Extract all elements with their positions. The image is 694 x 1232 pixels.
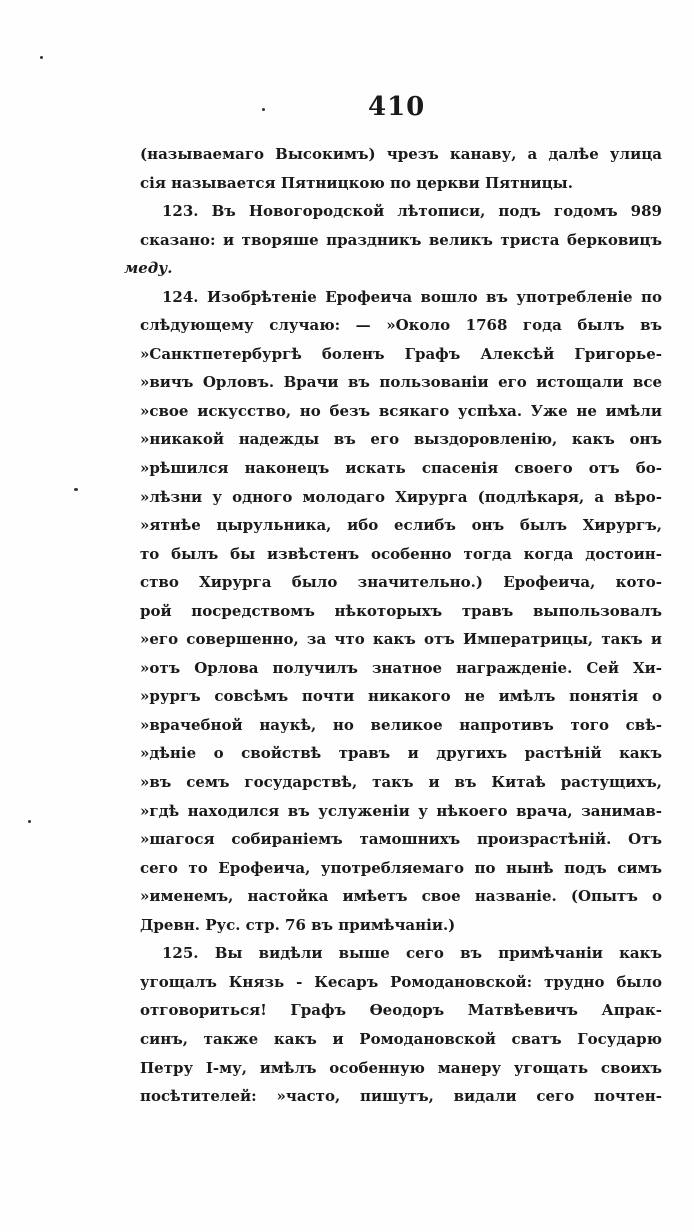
text-line: 124. Изобрѣтеніе Ерофеича вошло въ употребленіе по <box>162 287 662 306</box>
ink-speck <box>262 108 265 111</box>
text-line: слѣдующему случаю: — »Около 1768 года былъ въ <box>140 316 662 335</box>
text-line: »вичъ Орловъ. Врачи въ пользованіи его истощали все <box>140 373 662 392</box>
ink-speck <box>74 488 78 491</box>
text-line: посѣтителей: »часто, пишутъ, видали сего почтен- <box>140 1087 662 1106</box>
body-text <box>124 140 662 1111</box>
text-line: »рургъ совсѣмъ почти никакого не имѣлъ понятія о <box>140 687 662 706</box>
text-line: »его совершенно, за что какъ отъ Императрицы, такъ и <box>140 630 662 649</box>
text-line: »шагося собираніемъ тамошнихъ произрастѣній. Отъ <box>140 830 662 849</box>
text-line: »лѣзни у одного молодаго Хирурга (подлѣкаря, а вѣро- <box>140 487 662 506</box>
text-line: »никакой надежды въ его выздоровленію, какъ онъ <box>140 430 662 449</box>
text-line: сего то Ерофеича, употребляемаго по нынѣ подъ симъ <box>140 858 662 877</box>
text-line: Петру І-му, имѣлъ особенную манеру угощать своихъ <box>140 1058 662 1077</box>
text-line: Древн. Рус. стр. 76 въ примѣчаніи.) <box>140 915 456 934</box>
text-line: »въ семъ государствѣ, такъ и въ Китаѣ растущихъ, <box>140 773 662 792</box>
ink-speck <box>40 56 43 59</box>
text-line: рой посредствомъ нѣкоторыхъ травъ выпользовалъ <box>140 601 662 620</box>
text-line: сія называется Пятницкою по церкви Пятницы. <box>140 173 573 192</box>
text-line: то былъ бы извѣстенъ особенно тогда когда достоин- <box>140 544 662 563</box>
text-line: меду. <box>124 259 173 278</box>
text-line: »именемъ, настойка имѣетъ свое названіе. (Опытъ о <box>140 887 662 906</box>
text-line: синъ, также какъ и Ромодановской сватъ Государю <box>140 1029 662 1048</box>
text-line: 125. Вы видѣли выше сего въ примѣчаніи какъ <box>162 944 662 963</box>
text-line: сказано: и творяше праздникъ великъ триста берковицъ <box>140 230 662 249</box>
text-line: »гдѣ находился въ услуженіи у нѣкоего врача, занимав- <box>140 801 662 820</box>
text-line: »ятнѣе цырульника, ибо еслибъ онъ былъ Хирургъ, <box>140 516 662 535</box>
text-line: »Санктпетербургѣ боленъ Графъ Алексѣй Григорье- <box>140 344 662 363</box>
text-line: »рѣшился наконецъ искать спасенія своего отъ бо- <box>140 459 662 478</box>
text-line: отговориться! Графъ Ѳеодоръ Матвѣевичъ Апрак- <box>140 1001 662 1020</box>
ink-speck <box>28 820 31 823</box>
text-line: ство Хирурга было значительно.) Ерофеича, кото- <box>140 573 662 592</box>
text-line: (называемаго Высокимъ) чрезъ канаву, а далѣе улица <box>140 145 662 163</box>
text-line: »дѣніе о свойствѣ травъ и другихъ растѣній какъ <box>140 744 662 763</box>
text-line: »свое искусство, но безъ всякаго успѣха. Уже не имѣли <box>140 401 662 420</box>
page-number: 410 <box>368 92 426 122</box>
text-line: угощалъ Князь - Кесаръ Ромодановской: трудно было <box>140 972 662 991</box>
text-line: »отъ Орлова получилъ знатное награжденіе. Сей Хи- <box>140 658 662 677</box>
text-line: 123. Въ Новогородской лѣтописи, подъ годомъ 989 <box>162 202 662 221</box>
text-line: »врачебной наукѣ, но великое напротивъ того свѣ- <box>140 715 662 734</box>
